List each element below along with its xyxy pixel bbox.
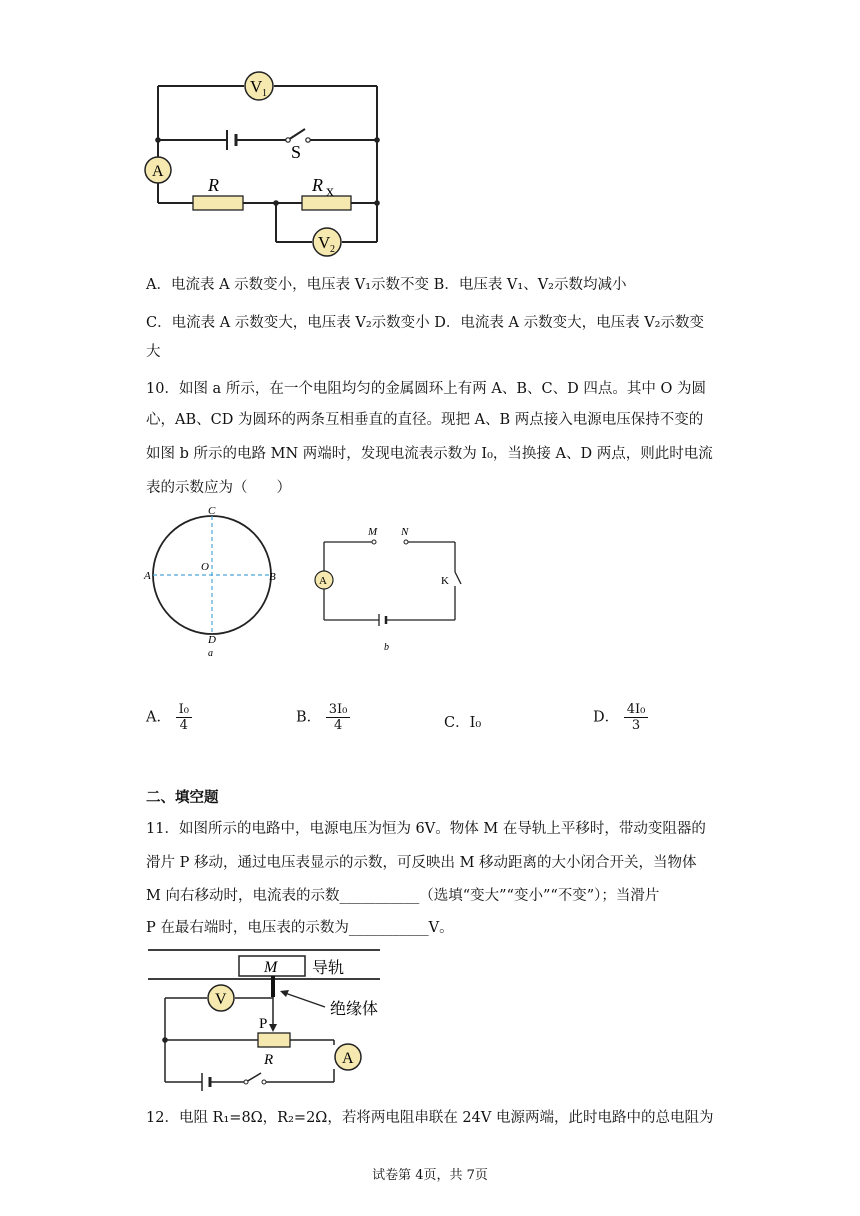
point-c: C <box>208 505 216 517</box>
page-footer: 试卷第 4页，共 7页 <box>372 1168 488 1183</box>
object-m-label: M <box>264 959 278 976</box>
q10-option-c: C．I₀ <box>444 715 482 731</box>
section-heading: 二、填空题 <box>146 789 219 806</box>
q10-option-a: A． $\frac{\text{I₀}}{4}$ <box>146 702 192 733</box>
q9-options-line1: A．电流表 A 示数变小，电压表 V₁示数不变 B．电压表 V₁、V₂示数均减小 <box>146 277 627 293</box>
caption-b: b <box>384 642 389 653</box>
q10-line1: 10．如图 a 所示，在一个电阻均匀的金属圆环上有两 A、B、C、D 四点。其中 O 为圆 <box>146 381 706 397</box>
v1-sub: 1 <box>262 88 267 99</box>
voltmeter-label: V <box>215 991 227 1008</box>
q9-options-line2: C．电流表 A 示数变大，电压表 V₂示数变小 D．电流表 A 示数变大，电压表 V₂示数变 <box>146 315 704 331</box>
rail-circuit-figure <box>140 942 400 1092</box>
point-b: B <box>269 571 276 583</box>
v2-label: V <box>318 233 331 252</box>
circuit-figure-b <box>300 520 480 660</box>
caption-a: a <box>208 648 213 659</box>
ammeter-b-label: A <box>319 575 327 587</box>
q9-options-line3: 大 <box>146 344 161 360</box>
q12-line1: 12．电阻 R₁=8Ω，R₂=2Ω，若将两电阻串联在 24V 电源两端，此时电路中的总电阻为 <box>146 1110 714 1126</box>
q10-option-d: D． $\frac{\text{4I₀}}{3}$ <box>593 702 648 733</box>
rheostat-r <box>258 1033 290 1047</box>
v2-sub: 2 <box>330 244 335 255</box>
q10-line2: 心，AB、CD 为圆环的两条互相垂直的直径。现把 A、B 两点接入电源电压保持不变的 <box>146 412 704 428</box>
q11-line4: P 在最右端时，电压表的示数为___________V。 <box>146 920 454 936</box>
ammeter-label: A <box>152 163 164 180</box>
slider-p-label: P <box>259 1016 268 1032</box>
q10-line4: 表的示数应为（ ） <box>146 480 291 496</box>
switch-k: K <box>441 575 449 587</box>
ammeter-c-label: A <box>342 1050 354 1067</box>
q11-line1: 11．如图所示的电路中，电源电压为恒为 6V。物体 M 在导轨上平移时，带动变阻器的 <box>146 821 706 837</box>
switch-label: S <box>291 142 302 162</box>
terminal-n: N <box>401 526 409 538</box>
r-label: R <box>208 175 219 195</box>
q11-line2: 滑片 P 移动，通过电压表显示的示数，可反映出 M 移动距离的大小闭合开关，当物体 <box>146 855 697 871</box>
rx-label: R <box>312 175 323 195</box>
point-a: A <box>144 570 151 582</box>
insulator-label: 绝缘体 <box>330 1001 379 1018</box>
rail-label: 导轨 <box>312 960 345 977</box>
circuit-figure-1 <box>140 70 400 260</box>
resistor-r <box>193 196 243 210</box>
terminal-m: M <box>368 526 378 538</box>
q10-line3: 如图 b 所示的电路 MN 两端时，发现电流表示数为 I₀，当换接 A、D 两点，则此时电流 <box>146 446 713 462</box>
point-o: O <box>201 561 209 573</box>
rheostat-label: R <box>264 1052 274 1068</box>
ring-figure-a <box>140 503 290 663</box>
rx-sub: x <box>326 183 334 200</box>
v1-label: V <box>250 77 263 96</box>
q10-option-b: B． $\frac{\text{3I₀}}{4}$ <box>296 702 350 733</box>
point-d: D <box>208 634 216 646</box>
q11-line3: M 向右移动时，电流表的示数___________（选填“变大”“变小”“不变”）；当滑片 <box>146 888 660 904</box>
